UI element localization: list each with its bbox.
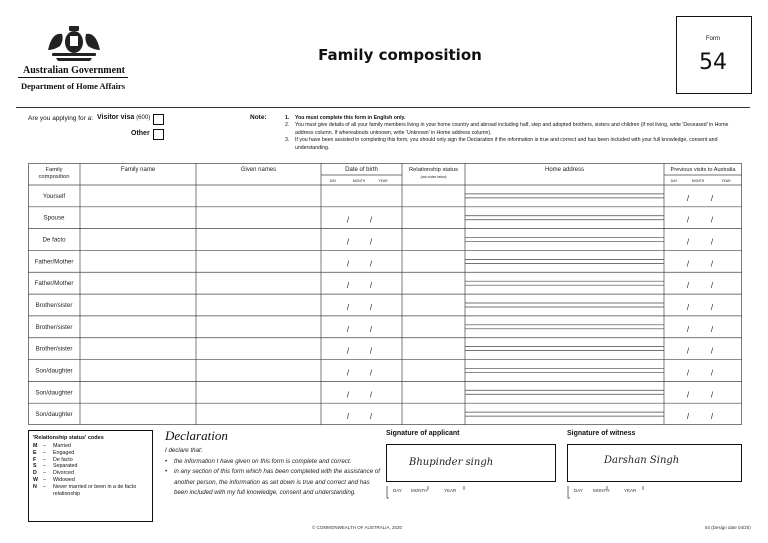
applicant-date-month: MONTH [411, 488, 428, 493]
header-composition: Family [45, 167, 63, 173]
declaration-bullet-text: the information I have given on this form is complete and correct. [174, 457, 352, 465]
row-label-brother-sister: Brother/sister [35, 323, 73, 331]
code-separator: – [43, 476, 46, 483]
row-label-father-mother: Father/Mother [34, 258, 74, 266]
relationship-code: W [33, 476, 38, 483]
relationship-code: S [33, 463, 37, 470]
relationship-code: M [33, 443, 38, 449]
visit-slash: / [710, 193, 714, 203]
dob-slash: / [346, 390, 350, 400]
dob-slash: / [369, 368, 373, 378]
code-separator: – [43, 456, 46, 463]
note-list [285, 115, 745, 152]
visit-slash: / [710, 368, 714, 378]
dob-slash: / [369, 303, 373, 312]
family-table [28, 163, 742, 425]
applicant-signature-label: Signature of applicant [386, 430, 460, 437]
note-text: If you have been assisted in completing this form, you should only sign the Declaration if the information is true and correct and has been included with your full knowledge, consent and understanding. [295, 137, 718, 151]
dob-slash: / [369, 412, 373, 422]
codes-title: 'Relationship status' codes [33, 435, 104, 441]
note-text: You must complete this form in English only. [295, 115, 406, 121]
relationship-meaning: Married [53, 443, 71, 449]
section-divider [16, 107, 750, 108]
note-num: 2. [285, 122, 290, 129]
page-title: Family composition [318, 46, 482, 64]
visit-slash: / [710, 237, 714, 247]
witness-date-year: YEAR [624, 488, 637, 493]
relationship-meaning: Never married or been in a de facto relationship [53, 483, 137, 497]
visit-slash: / [710, 346, 714, 356]
relationship-code: N [33, 483, 37, 490]
visit-slash: / [710, 215, 714, 225]
relationship-code-item [29, 450, 152, 457]
header-given-names: Given names [240, 167, 277, 173]
visitor-visa-checkbox[interactable] [153, 114, 164, 125]
header-date-of-birth: Date of birth [345, 167, 378, 173]
code-separator: – [43, 449, 46, 456]
witness-signature: Darshan Singh [604, 455, 680, 466]
witness-signature-label: Signature of witness [567, 430, 636, 437]
relationship-meaning: De facto [53, 456, 73, 463]
date-sub-label: DAY [329, 179, 337, 183]
government-name: Australian Government [23, 65, 125, 76]
other-label: Other [131, 130, 150, 137]
date-sub-label: YEAR [378, 179, 388, 183]
row-label-de-facto: De facto [42, 236, 66, 244]
visit-slash: / [686, 193, 690, 203]
visit-slash: / [710, 412, 714, 422]
visit-date-sub-label: YEAR [721, 179, 731, 183]
declaration-bullet: • the information I have given on this form is complete and correct. [165, 457, 380, 468]
dob-slash: / [369, 390, 373, 400]
relationship-meaning: Separated [53, 463, 78, 470]
header-family-name: Family name [120, 167, 156, 173]
coat-of-arms-logo [38, 20, 110, 62]
declaration-bullet: • in any section of this form which has been completed with the assistance of another person, the information as set down is true and correct and has been included with my full knowledge, consent and understanding. [165, 467, 380, 499]
department-name: Department of Home Affairs [20, 81, 126, 91]
dob-slash: / [346, 324, 350, 334]
note-item [285, 115, 745, 122]
visit-slash: / [686, 390, 690, 400]
declaration-body [165, 446, 380, 499]
visitor-visa-code: (600) [136, 115, 151, 121]
dob-slash: / [346, 215, 350, 225]
dob-slash: / [346, 412, 350, 422]
design-date: 54 (Design date 04/20) [705, 525, 751, 530]
dob-slash: / [369, 346, 373, 356]
visit-slash: / [686, 412, 690, 422]
note-item [285, 122, 745, 137]
dob-slash: / [369, 237, 373, 247]
dob-slash: / [369, 281, 373, 291]
relationship-meaning: Divorced [53, 470, 74, 477]
code-separator: – [43, 463, 46, 470]
form-number: 54 [699, 50, 727, 75]
visit-slash: / [710, 303, 714, 312]
visit-slash: / [710, 281, 714, 291]
visit-date-sub-label: DAY [670, 179, 678, 183]
applicant-signature-field[interactable] [386, 444, 556, 482]
visit-slash: / [686, 346, 690, 356]
visit-slash: / [686, 324, 690, 334]
applicant-date-day: DAY [393, 488, 402, 493]
relationship-code-item [29, 463, 152, 470]
form-label: Form [706, 36, 720, 42]
header-divider [18, 77, 128, 78]
row-label-yourself: Yourself [42, 192, 66, 200]
declaration-intro: I declare that: [165, 447, 203, 454]
witness-signature-field[interactable] [567, 444, 742, 482]
visit-slash: / [710, 324, 714, 334]
visit-slash: / [686, 259, 690, 269]
note-item [285, 137, 745, 152]
visit-slash: / [710, 259, 714, 269]
header-relationship-sub: (use codes below) [420, 175, 447, 179]
copyright: © COMMONWEALTH OF AUSTRALIA, 2020 [312, 525, 402, 530]
relationship-code: E [33, 449, 37, 456]
dob-slash: / [346, 346, 350, 356]
visit-slash: / [686, 237, 690, 247]
visit-slash: / [686, 281, 690, 291]
row-label-spouse: Spouse [43, 214, 65, 222]
relationship-code-item [29, 484, 152, 498]
visit-slash: / [710, 390, 714, 400]
relationship-codes-box [28, 430, 153, 522]
header-relationship: Relationship status [409, 167, 458, 173]
row-label-son-daughter: Son/daughter [35, 367, 73, 375]
dob-slash: / [369, 259, 373, 269]
declaration-bullet-text: in any section of this form which has been completed with the assistance of another person, the information as set down is true and correct and has been included with my full knowledge, consent and understanding. [174, 468, 381, 496]
row-label-son-daughter: Son/daughter [35, 389, 73, 397]
visit-date-sub-label: MONTH [691, 179, 705, 183]
code-separator: – [43, 443, 46, 449]
row-label-brother-sister: Brother/sister [35, 302, 73, 309]
header-composition: composition [38, 174, 70, 180]
relationship-meaning: Widowed [53, 476, 75, 483]
relationship-meaning: Engaged [53, 449, 75, 456]
witness-date-day: DAY [574, 488, 583, 493]
visit-slash: / [686, 303, 690, 312]
visit-slash: / [686, 368, 690, 378]
dob-slash: / [369, 324, 373, 334]
relationship-code-item [29, 477, 152, 484]
code-separator: – [43, 470, 46, 477]
header-previous-visits: Previous visits to Australia [670, 167, 736, 173]
row-label-son-daughter: Son/daughter [35, 411, 73, 419]
visitor-visa-label [97, 114, 150, 121]
witness-date-month: MONTH [593, 488, 610, 493]
note-num: 3. [285, 137, 290, 144]
dob-slash: / [346, 259, 350, 269]
dob-slash: / [369, 215, 373, 225]
applicant-signature: Bhupinder singh [409, 457, 494, 468]
relationship-code: F [33, 456, 37, 463]
note-num: 1. [285, 115, 290, 121]
applying-question: Are you applying for a: [28, 115, 94, 122]
date-sub-label: MONTH [352, 179, 366, 183]
applicant-date-year: YEAR [444, 488, 457, 493]
header-home-address: Home address [544, 167, 585, 173]
code-separator: – [43, 483, 46, 490]
relationship-code-item [29, 457, 152, 464]
declaration-title: Declaration [165, 428, 228, 443]
note-label: Note: [250, 114, 267, 121]
dob-slash: / [346, 368, 350, 378]
note-text: You must give details of all your family members living in your home country and abroad including half, step and adopted brothers, sisters and children (if not living, write 'Deceased' in Home address column. If whereabouts unknown, write 'Unknown' in Home address column). [295, 122, 729, 136]
dob-slash: / [346, 237, 350, 247]
relationship-code: D [33, 470, 37, 477]
visit-slash: / [686, 215, 690, 225]
row-label-father-mother: Father/Mother [34, 280, 74, 288]
dob-slash: / [346, 281, 350, 291]
relationship-code-item [29, 443, 152, 450]
visitor-visa-text: Visitor visa [97, 114, 135, 121]
other-checkbox[interactable] [153, 129, 164, 140]
dob-slash: / [346, 303, 350, 312]
relationship-code-item [29, 470, 152, 477]
row-label-brother-sister: Brother/sister [35, 345, 73, 353]
